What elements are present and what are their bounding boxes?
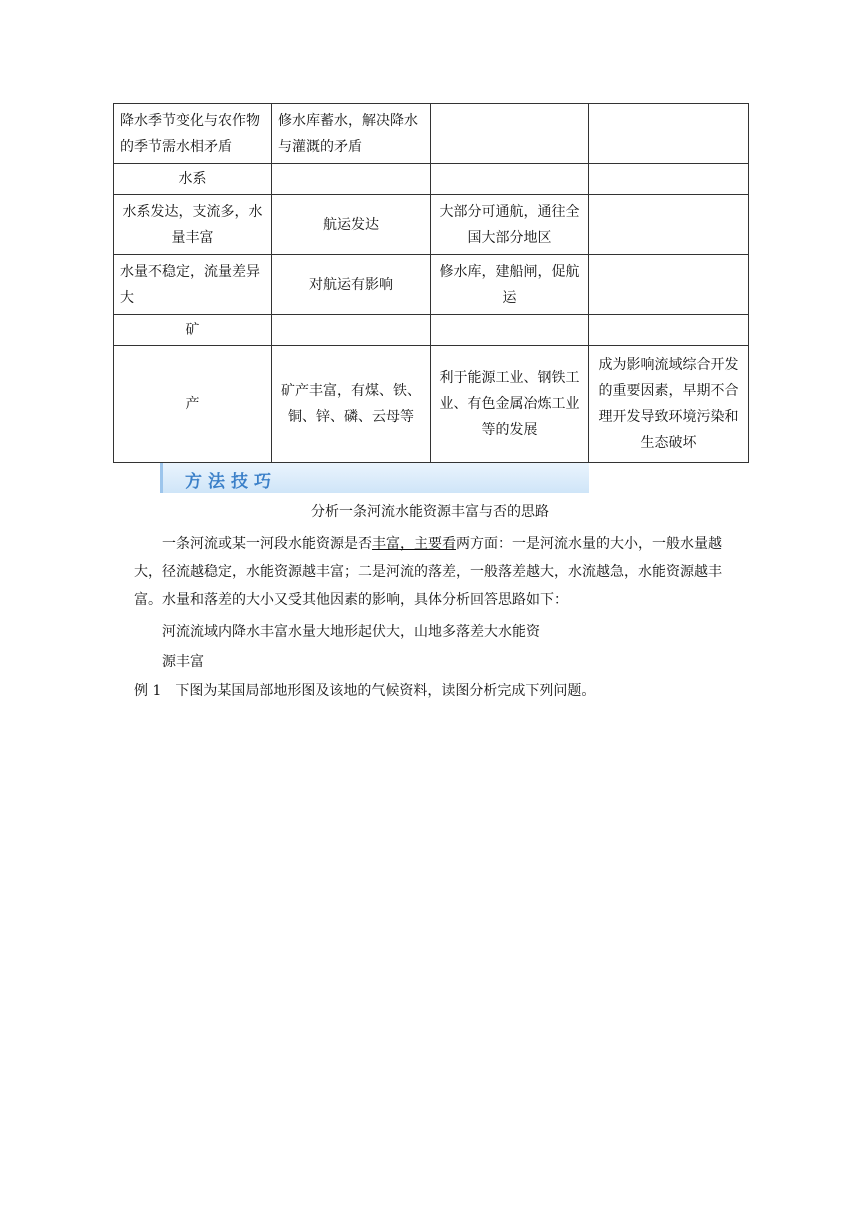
table-cell (589, 164, 749, 195)
table-cell: 航运发达 (272, 195, 431, 255)
method-tips-banner (160, 463, 589, 493)
resource-table (113, 103, 749, 463)
table-cell (272, 164, 431, 195)
table-row (114, 104, 749, 164)
table-row (114, 195, 749, 255)
table-cell: 水系 (114, 164, 272, 195)
flow-text-continued: 源丰富 (162, 654, 204, 670)
table-cell: 对航运有影响 (272, 255, 431, 315)
table-cell (272, 315, 431, 346)
table-cell: 水量不稳定，流量差异大 (114, 255, 272, 315)
table-cell: 产 (114, 346, 272, 463)
table-row (114, 346, 749, 463)
paragraph (134, 530, 746, 614)
banner-title: 方法技巧 (185, 472, 277, 492)
table-cell (589, 195, 749, 255)
table-cell: 大部分可通航，通往全国大部分地区 (431, 195, 589, 255)
table-row (114, 255, 749, 315)
table-cell: 修水库，建船闸，促航运 (431, 255, 589, 315)
table-cell (589, 255, 749, 315)
example-question (134, 679, 595, 703)
flow-text: 河流流域内降水丰富水量大地形起伏大，山地多落差大水能资 (162, 624, 540, 640)
table-cell (431, 315, 589, 346)
example-text: 下图为某国局部地形图及该地的气候资料，读图分析完成下列问题。 (175, 683, 596, 699)
table-row (114, 164, 749, 195)
table-cell: 降水季节变化与农作物的季节需水相矛盾 (114, 104, 272, 164)
section-subtitle: 分析一条河流水能资源丰富与否的思路 (311, 504, 549, 520)
paragraph-text: 一条河流或某一河段水能资源是否 (162, 536, 372, 552)
table-cell: 成为影响流域综合开发的重要因素，早期不合理开发导致环境污染和生态破坏 (589, 346, 749, 463)
table-cell: 水系发达，支流多，水量丰富 (114, 195, 272, 255)
table-cell (431, 104, 589, 164)
paragraph-text: 两方面：一是河流水量的大小，一般水量越大，径流越稳定，水能资源越丰富；二是河流的落差，一般落差越大，水流越急，水能资源越丰富。水量和落差的大小又受其他因素的影响，具体分析回答思路如下： (134, 536, 722, 608)
table-row (114, 315, 749, 346)
table-cell (431, 164, 589, 195)
table-cell: 修水库蓄水，解决降水与灌溉的矛盾 (272, 104, 431, 164)
table-cell: 矿 (114, 315, 272, 346)
example-label: 例 1 (134, 683, 162, 699)
table-cell (589, 315, 749, 346)
table-cell (589, 104, 749, 164)
table-cell: 矿产丰富，有煤、铁、铜、锌、磷、云母等 (272, 346, 431, 463)
table-cell: 利于能源工业、钢铁工业、有色金属冶炼工业等的发展 (431, 346, 589, 463)
underlined-text: 丰富，主要看 (372, 536, 456, 552)
